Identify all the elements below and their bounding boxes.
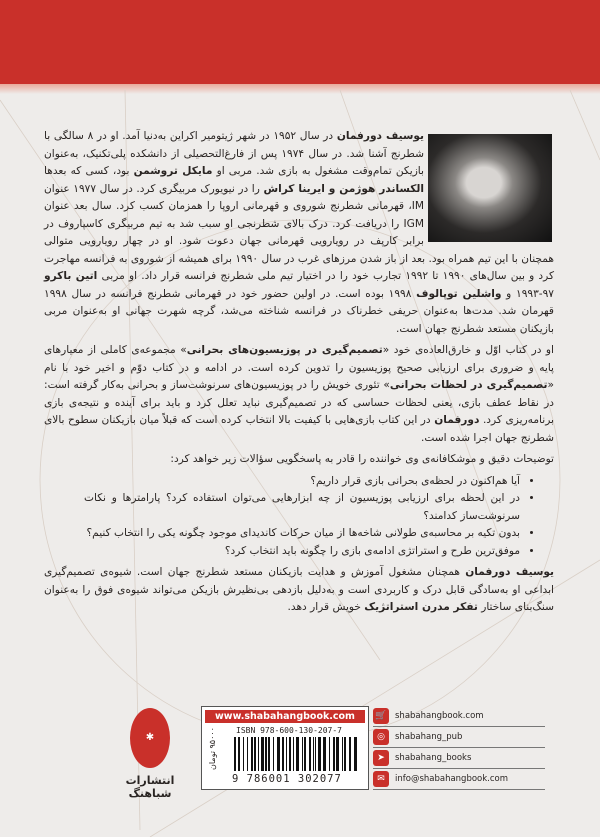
- barcode: [234, 737, 362, 771]
- telegram-icon: ➤: [373, 750, 389, 766]
- barcode-bar: [329, 737, 330, 771]
- bold-text: تصمیم‌گیری در پوزیسیون‌های بحرانی: [186, 344, 383, 356]
- barcode-bar: [289, 737, 291, 771]
- books-paragraph: [44, 342, 554, 447]
- barcode-bar: [344, 737, 346, 771]
- website-url: www.shabahangbook.com: [205, 710, 365, 723]
- instagram-icon: ◎: [373, 729, 389, 745]
- social-label: shabahangbook.com: [395, 711, 484, 721]
- bold-text: یوسیف دورفمان: [336, 130, 424, 142]
- barcode-bar: [265, 737, 267, 771]
- publisher-name: انتشارات شباهنگ: [125, 774, 175, 800]
- text-run: او در کتاب اوّل و خارق‌العاده‌ی خود «: [382, 344, 554, 356]
- cart-icon: 🛒: [373, 708, 389, 724]
- closing-paragraph: [44, 564, 554, 617]
- question-item: • آیا هم‌اکنون در لحظه‌ی بحرانی بازی قرار داریم؟: [84, 473, 520, 491]
- text-run: بود، کسی که بعدها: [44, 165, 134, 177]
- questions-intro: [44, 451, 554, 469]
- barcode-bar: [313, 737, 314, 771]
- barcode-bar: [261, 737, 264, 771]
- text-run: در این کتاب بازی‌هایی با کیفیت بالا انتخاب کرده است که قبلاً میان بازیکنان سطوح بالای شطرنج جهان اجرا شده است.: [44, 414, 554, 444]
- barcode-bar: [318, 737, 321, 771]
- email-icon: ✉: [373, 771, 389, 787]
- barcode-bar: [243, 737, 244, 771]
- body-text: [44, 128, 554, 621]
- barcode-bar: [268, 737, 270, 771]
- barcode-bar: [238, 737, 240, 771]
- header-band-fade: [0, 84, 600, 94]
- text-run: ۱۹۹۸ بوده است. در اولین حضور خود در قهرمانی شطرنج فرانسه در سال ۱۹۹۸ قهرمان شد. مدت‌ها به‌عنوان حریفی خطرناک در فرانسه شناخته می‌شد، گرچه شهرت جهانی او به‌عنوان مربی بازیکنان مستعد شطرنج جهان است.: [44, 287, 554, 335]
- barcode-bar: [302, 737, 303, 771]
- questions-list: [84, 473, 534, 561]
- social-row[interactable]: [373, 769, 545, 790]
- barcode-bar: [333, 737, 335, 771]
- photo-spacer: [424, 128, 554, 244]
- barcode-bar: [234, 737, 236, 771]
- barcode-bar: [354, 737, 357, 771]
- social-label: shabahang_pub: [395, 732, 463, 742]
- bold-text: تفکر مدرن استراتژیک: [364, 601, 478, 613]
- barcode-bar: [251, 737, 253, 771]
- publisher-logo: ✱: [130, 708, 170, 768]
- barcode-bar: [323, 737, 326, 771]
- barcode-bar: [293, 737, 294, 771]
- bold-text: تصمیم‌گیری در لحظات بحرانی: [389, 379, 548, 391]
- social-label: shabahang_books: [395, 753, 472, 763]
- text-run: در سال ۱۹۵۲ در شهر ژیتومیر اکراین به‌دنیا آمد. او در ۸ سالگی با شطرنج آشنا شد. در سال ۱۹۷۴ پس از فارغ‌التحصیلی از دانشکده پلی‌تکنیک، به‌عنوان بازیکن تمام‌وقت مشغول به بازی شد. مربی او: [44, 130, 424, 177]
- question-item: • موفق‌ترین طرح و استراتژی ادامه‌ی بازی را چگونه باید انتخاب کرد؟: [84, 543, 520, 561]
- social-links: [373, 706, 545, 790]
- barcode-bar: [315, 737, 316, 771]
- social-label: info@shabahangbook.com: [395, 774, 509, 784]
- text-run: را در نیویورک مربیگری کرد. در سال ۱۹۷۷ عنوان IM، قهرمانی شطرنج شوروی و قهرمانی اروپا را همزمان کسب کرد. سال بعد عنوان IGM را دریافت کرد. درک بالای شطرنجی او سبب شد به تیم مربیگری کاسپاروف در برابر کارپف در رویارویی قهرمانی جهان دعوت شود. او در چهار رویارویی متوالی همچنان با این تیم همراه بود. بعد از باز شدن مرزهای غرب در سال ۱۹۹۰ برای همیشه از شوروی به فرانسه مهاجرت کرد و بین سال‌های ۱۹۹۰ تا ۱۹۹۲ تجارب خود را در اختیار تیم ملی شطرنج فرانسه قرار داد. او مربی: [44, 182, 555, 282]
- barcode-bar: [349, 737, 351, 771]
- barcode-number: 9 786001 302077: [232, 773, 342, 785]
- barcode-bar: [304, 737, 306, 771]
- barcode-bar: [296, 737, 299, 771]
- social-row[interactable]: [373, 706, 545, 727]
- question-item: • در این لحظه برای ارزیابی پوزیسیون از چه ابزارهایی می‌توان استفاده کرد؟ پارامترها و نکات سرنوشت‌ساز کدامند؟: [84, 490, 520, 525]
- barcode-bar: [258, 737, 259, 771]
- barcode-bar: [286, 737, 287, 771]
- barcode-bar: [273, 737, 274, 771]
- bold-text: الکساندر هوژمن و ایرینا کراش: [263, 182, 424, 195]
- barcode-bar: [336, 737, 339, 771]
- bold-text: مایکل تروشمن: [133, 165, 213, 177]
- barcode-box: [201, 706, 369, 790]
- isbn: ISBN 978-600-130-207-7: [236, 726, 342, 735]
- barcode-bar: [254, 737, 256, 771]
- text-run: » مجموعه‌ی کاملی از معیارهای پایه و ضروری برای ارزیابی صحیح پوزیسیون را تدوین کرده است. در ادامه و در کتاب دوّم و اخیر خود با نام «: [44, 344, 555, 391]
- price: ۹۵۰۰۰ تومان: [208, 727, 217, 770]
- barcode-bar: [342, 737, 343, 771]
- text-run: توضیحات دقیق و موشکافانه‌ی وی خواننده را قادر به پاسخگویی سؤالات زیر خواهد کرد:: [170, 453, 554, 465]
- text-run: ۹۷-۱۹۹۳ و: [501, 287, 554, 300]
- header-band: [0, 0, 600, 84]
- bold-text: یوسیف دورفمان: [465, 566, 554, 578]
- bold-text: واشلین توپالوف: [416, 287, 502, 300]
- text-run: همچنان مشغول آموزش و هدایت بازیکنان مستعد شطرنج جهان است. شیوه‌ی تصمیم‌گیری ابداعی او به‌سادگی قابل درک و کاربردی است و به‌دلیل بازدهی بی‌نظیرش بازیکن می‌تواند شیوه‌ی فوق را به‌عنوان سنگ‌بنای ساختار: [44, 566, 554, 613]
- text-run: خویش قرار دهد.: [287, 601, 365, 613]
- barcode-bar: [282, 737, 284, 771]
- barcode-bar: [247, 737, 248, 771]
- text-run: » تئوری خویش را در پوزیسیون‌های سرنوشت‌ساز و بحرانی به‌کار گرفته است: در نقاط عطف بازی، یعنی لحظات حساسی که در تصمیم‌گیری نباید تعلل کرد و باید برای آینده و نتیجه‌ی بازی برنامه‌ریزی کرد.: [44, 379, 554, 426]
- bold-text: دورفمان: [434, 414, 480, 426]
- question-item: • بدون تکیه بر محاسبه‌ی طولانی شاخه‌ها از میان حرکات کاندیدای موجود چگونه یکی را انتخاب کنیم؟: [84, 525, 520, 543]
- barcode-bar: [277, 737, 280, 771]
- social-row[interactable]: [373, 748, 545, 769]
- bold-text: اتین باکرو: [44, 270, 98, 282]
- social-row[interactable]: [373, 727, 545, 748]
- barcode-bar: [309, 737, 311, 771]
